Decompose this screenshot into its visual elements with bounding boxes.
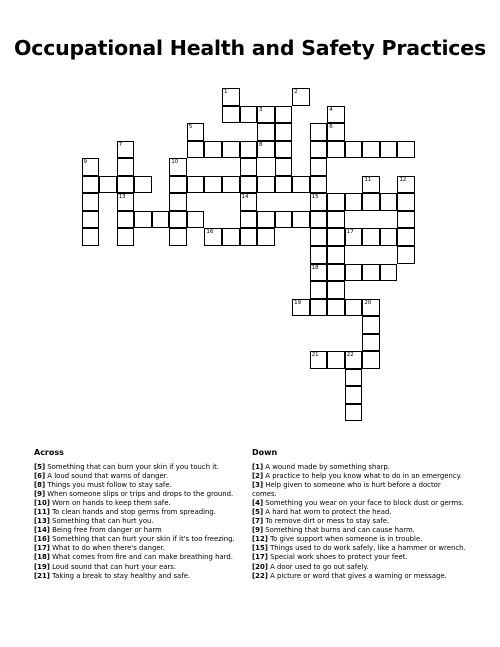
clue-number: [7] [252, 517, 264, 526]
grid-cell[interactable] [310, 299, 328, 317]
grid-cell[interactable] [345, 264, 363, 282]
grid-cell[interactable] [310, 211, 328, 229]
clue-number: [22] [252, 571, 268, 580]
cell-number: 15 [311, 194, 319, 201]
grid-cell[interactable] [257, 176, 275, 194]
grid-cell[interactable] [345, 404, 363, 422]
clue-number: [17] [252, 553, 268, 562]
grid-cell[interactable] [222, 228, 240, 246]
clue-text: To remove dirt or mess to stay safe. [265, 517, 390, 526]
grid-cell[interactable] [222, 141, 240, 159]
grid-cell[interactable] [240, 211, 258, 229]
clue-text: Worn on hands to keep them safe. [52, 499, 171, 508]
clue-text: What to do when there's danger. [52, 544, 165, 553]
grid-cell[interactable] [257, 228, 275, 246]
grid-cell[interactable] [82, 176, 100, 194]
clue-across [34, 563, 244, 572]
grid-cell[interactable] [380, 193, 398, 211]
clue-number: [2] [252, 472, 264, 481]
grid-cell[interactable] [327, 193, 345, 211]
grid-cell[interactable] [310, 123, 328, 141]
grid-cell[interactable] [187, 211, 205, 229]
grid-cell[interactable] [292, 176, 310, 194]
grid-cell[interactable] [310, 246, 328, 264]
clue-text: A wound made by something sharp. [265, 463, 390, 471]
grid-cell[interactable] [380, 264, 398, 282]
grid-cell[interactable] [222, 176, 240, 194]
grid-cell[interactable] [345, 193, 363, 211]
grid-cell[interactable] [82, 193, 100, 211]
grid-cell[interactable] [292, 211, 310, 229]
clue-text: When someone slips or trips and drops to the ground. [47, 490, 234, 499]
grid-cell[interactable] [240, 158, 258, 176]
clue-text: Loud sound that can hurt your ears. [52, 562, 177, 571]
clue-number: [3] [252, 481, 264, 490]
down-clues [252, 448, 467, 581]
cell-number: 22 [346, 352, 354, 359]
clue-text: Something you wear on your face to block dust or germs. [265, 499, 464, 508]
grid-cell[interactable] [380, 228, 398, 246]
grid-cell[interactable] [397, 141, 415, 159]
grid-cell[interactable] [310, 158, 328, 176]
clue-down [252, 472, 467, 481]
grid-cell[interactable] [345, 299, 363, 317]
clue-number: [11] [34, 508, 50, 517]
clue-number: [12] [252, 535, 268, 544]
clue-text: Being free from danger or harm [52, 526, 162, 535]
clue-number: [18] [34, 553, 50, 562]
clue-text: A loud sound that warns of danger. [47, 472, 169, 481]
clue-across [34, 517, 244, 526]
clue-number: [4] [252, 499, 264, 508]
cell-number: 3 [259, 106, 263, 113]
clue-text: Something that can hurt you. [52, 517, 154, 526]
grid-cell[interactable] [82, 211, 100, 229]
clue-text: A practice to help you know what to do in an emergency. [265, 472, 462, 481]
clue-text: To clean hands and stop germs from spreading. [52, 508, 216, 517]
grid-cell[interactable] [345, 141, 363, 159]
grid-cell[interactable] [397, 246, 415, 264]
cell-number: 8 [259, 141, 263, 148]
clue-across [34, 544, 244, 553]
grid-cell[interactable] [380, 141, 398, 159]
clue-number: [5] [252, 508, 264, 517]
grid-cell[interactable] [327, 281, 345, 299]
cell-number: 2 [294, 89, 298, 95]
clue-down [252, 544, 467, 553]
clue-across [34, 481, 244, 490]
clue-down [252, 572, 467, 581]
grid-cell[interactable] [275, 211, 293, 229]
cell-number: 21 [311, 352, 319, 359]
clue-text: Help given to someone who is hurt before a doctor comes. [252, 481, 441, 499]
clue-down [252, 553, 467, 562]
cell-number: 16 [206, 229, 214, 236]
cell-number: 9 [83, 159, 88, 166]
grid-cell[interactable] [310, 228, 328, 246]
grid-cell[interactable] [397, 228, 415, 246]
clue-number: [19] [34, 562, 50, 571]
grid-cell[interactable] [240, 141, 258, 159]
cell-number: 1 [223, 89, 228, 95]
grid-cell[interactable] [240, 228, 258, 246]
clue-text: Something that can hurt your skin if it's too freezing. [52, 535, 235, 544]
clue-number: [15] [252, 544, 268, 553]
clue-down [252, 508, 467, 517]
cell-number: 5 [188, 124, 193, 131]
grid-cell[interactable] [204, 176, 222, 194]
grid-cell[interactable] [275, 141, 293, 159]
cell-number: 7 [118, 141, 123, 148]
across-clues [34, 448, 244, 581]
grid-cell[interactable] [117, 158, 135, 176]
grid-cell[interactable] [134, 211, 152, 229]
clue-text: Special work shoes to protect your feet. [270, 553, 408, 562]
clue-number: [17] [34, 544, 50, 553]
grid-cell[interactable] [327, 211, 345, 229]
clue-down [252, 535, 467, 544]
clue-across [34, 472, 244, 481]
grid-cell[interactable] [187, 141, 205, 159]
cell-number: 4 [329, 106, 333, 113]
cell-number: 17 [346, 229, 354, 236]
grid-cell[interactable] [362, 193, 380, 211]
clue-number: [10] [34, 499, 50, 508]
clue-number: [21] [34, 571, 50, 580]
clue-number: [9] [34, 490, 46, 499]
grid-cell[interactable] [222, 106, 240, 124]
grid-cell[interactable] [257, 123, 275, 141]
down-heading: Down [252, 448, 278, 457]
grid-cell[interactable] [117, 176, 135, 194]
clue-number: [20] [252, 562, 268, 571]
grid-cell[interactable] [275, 176, 293, 194]
across-heading: Across [34, 448, 64, 457]
clue-down [252, 463, 467, 472]
cell-number: 13 [118, 194, 126, 201]
grid-cell[interactable] [310, 141, 328, 159]
grid-cell[interactable] [117, 228, 135, 246]
grid-cell[interactable] [362, 316, 380, 334]
clue-across [34, 535, 244, 544]
clue-number: [9] [252, 526, 264, 535]
clue-across [34, 463, 244, 472]
grid-cell[interactable] [169, 228, 187, 246]
grid-cell[interactable] [169, 176, 187, 194]
grid-cell[interactable] [397, 211, 415, 229]
grid-cell[interactable] [327, 141, 345, 159]
grid-cell[interactable] [187, 176, 205, 194]
clue-text: A door used to go out safely. [270, 562, 369, 571]
clue-number: [14] [34, 526, 50, 535]
grid-cell[interactable] [327, 264, 345, 282]
grid-cell[interactable] [327, 228, 345, 246]
clue-number: [16] [34, 535, 50, 544]
cell-number: 6 [329, 124, 333, 131]
clue-text: Things you must follow to stay safe. [47, 481, 172, 490]
grid-cell[interactable] [169, 193, 187, 211]
cell-number: 20 [364, 299, 372, 306]
cell-number: 10 [171, 159, 179, 166]
clue-text: A picture or word that gives a warning or message. [270, 571, 447, 580]
grid-cell[interactable] [275, 123, 293, 141]
grid-cell[interactable] [275, 158, 293, 176]
grid-cell[interactable] [310, 281, 328, 299]
clue-number: [8] [34, 481, 46, 490]
puzzle-title: Occupational Health and Safety Practices [14, 36, 486, 60]
grid-cell[interactable] [362, 351, 380, 369]
grid-cell[interactable] [82, 228, 100, 246]
clue-down [252, 481, 467, 499]
clue-text: Something that burns and can cause harm. [265, 526, 415, 535]
clue-across [34, 526, 244, 535]
cell-number: 14 [241, 194, 249, 201]
cell-number: 12 [399, 176, 407, 183]
grid-cell[interactable] [152, 211, 170, 229]
clue-number: [13] [34, 517, 50, 526]
grid-cell[interactable] [362, 334, 380, 352]
grid-cell[interactable] [327, 351, 345, 369]
grid-cell[interactable] [362, 228, 380, 246]
grid-cell[interactable] [204, 141, 222, 159]
grid-cell[interactable] [397, 193, 415, 211]
clue-across [34, 553, 244, 562]
cell-number: 18 [311, 264, 319, 271]
clue-text: Taking a break to stay healthy and safe. [52, 571, 191, 580]
clue-down [252, 499, 467, 508]
clue-text: What comes from fire and can make breathing hard. [52, 553, 233, 562]
grid-cell[interactable] [117, 211, 135, 229]
grid-cell[interactable] [327, 299, 345, 317]
clue-number: [1] [252, 463, 264, 471]
clue-across [34, 572, 244, 581]
clue-across [34, 490, 244, 499]
grid-cell[interactable] [327, 246, 345, 264]
grid-cell[interactable] [240, 176, 258, 194]
cell-number: 19 [294, 299, 302, 306]
clue-text: Something that can burn your skin if you touch it. [47, 463, 220, 471]
grid-cell[interactable] [134, 176, 152, 194]
clue-across [34, 499, 244, 508]
grid-cell[interactable] [240, 106, 258, 124]
clue-down [252, 526, 467, 535]
clue-across [34, 508, 244, 517]
clue-number: [5] [34, 463, 46, 471]
clue-number: [6] [34, 472, 46, 481]
grid-cell[interactable] [275, 106, 293, 124]
grid-cell[interactable] [345, 369, 363, 387]
clue-text: Things used to do work safely, like a hammer or wrench. [270, 544, 466, 553]
grid-cell[interactable] [362, 141, 380, 159]
grid-cell[interactable] [345, 386, 363, 404]
grid-cell[interactable] [310, 176, 328, 194]
grid-cell[interactable] [362, 264, 380, 282]
clue-text: To give support when someone is in trouble. [270, 535, 423, 544]
grid-cell[interactable] [99, 176, 117, 194]
clue-down [252, 563, 467, 572]
cell-number: 11 [364, 176, 372, 183]
grid-cell[interactable] [257, 211, 275, 229]
clue-text: A hard hat worn to protect the head. [265, 508, 392, 517]
grid-cell[interactable] [169, 211, 187, 229]
clue-down [252, 517, 467, 526]
